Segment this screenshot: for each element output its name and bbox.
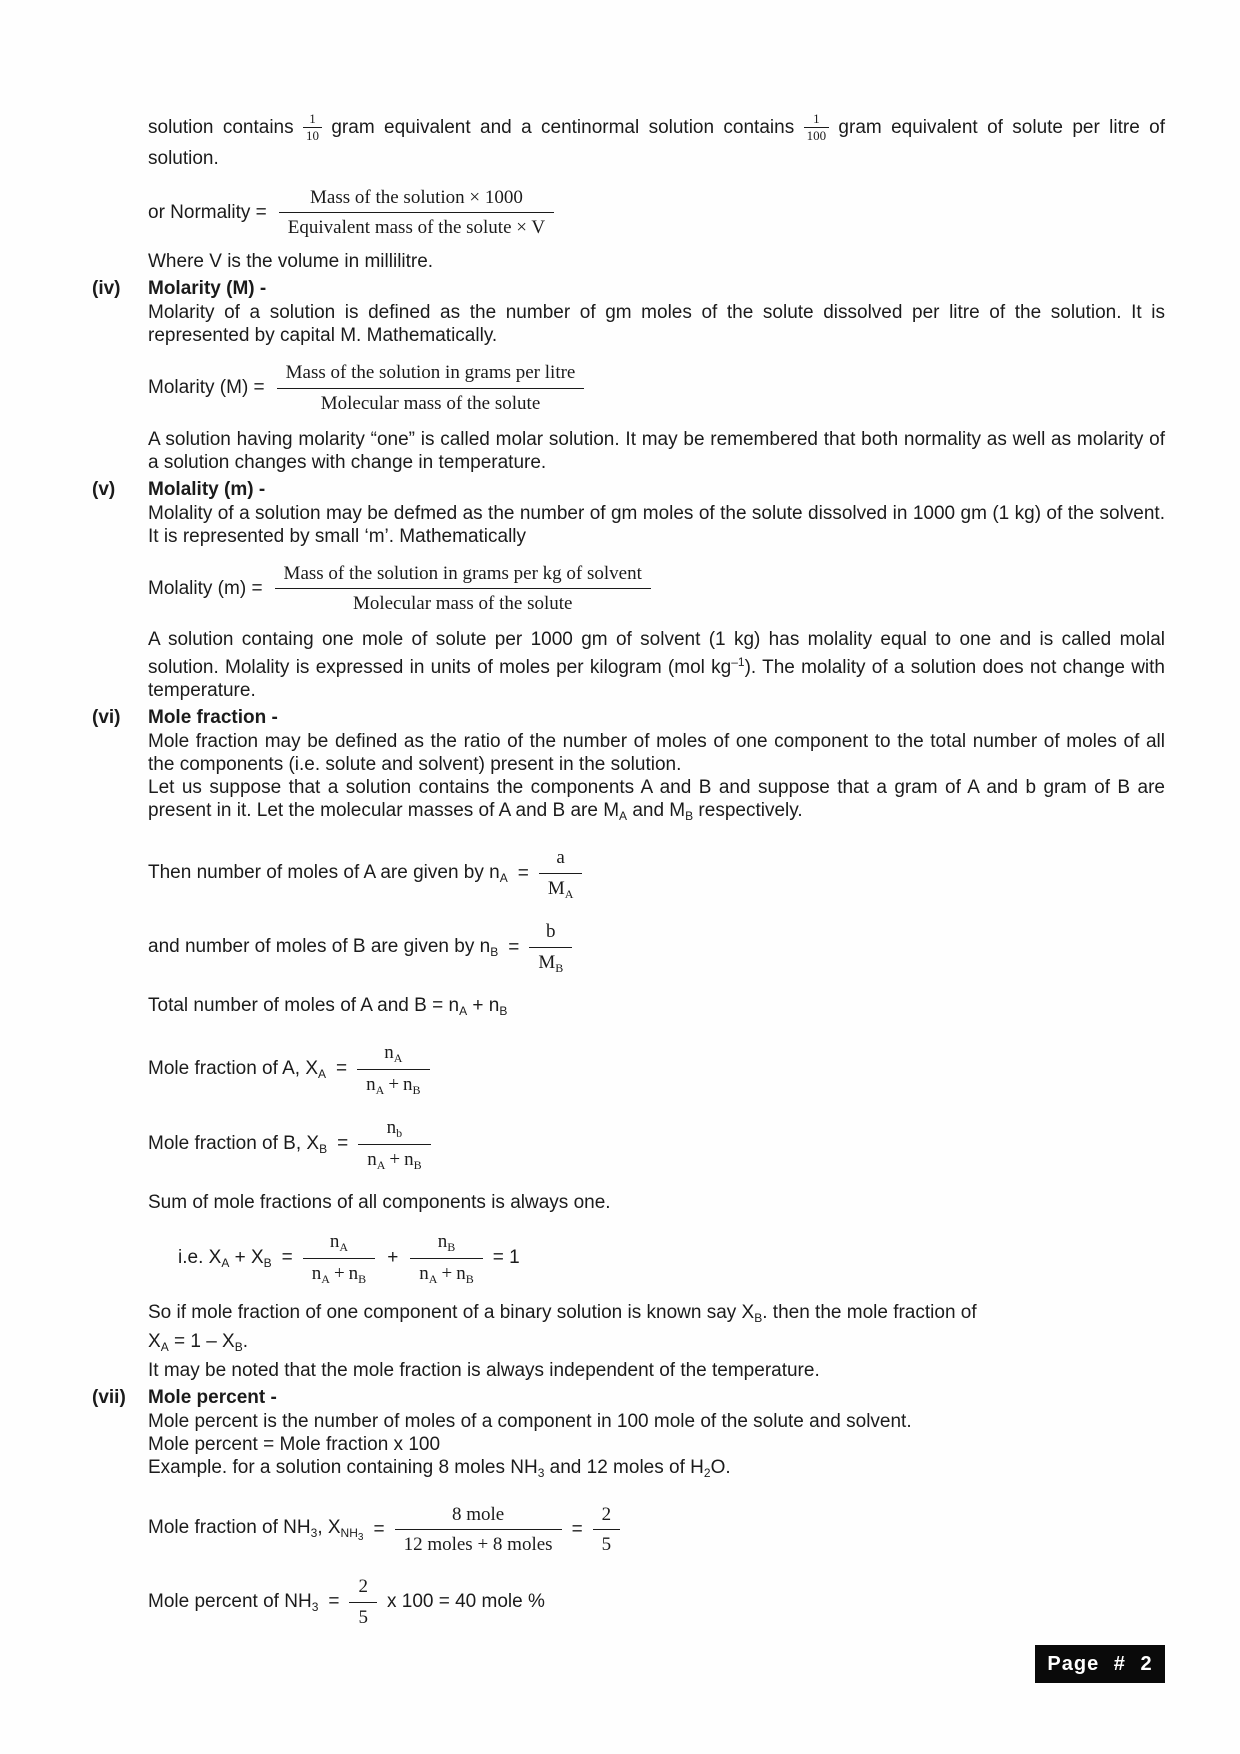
subscript-B: B xyxy=(685,809,694,824)
mole-percent-example: Example. for a solution containing 8 moles $NH_3$ and 12 moles of $H_2O$. xyxy=(148,1456,731,1480)
normality-formula-label: or Normality = xyxy=(148,201,267,223)
section-marker-iv: (iv) xyxy=(92,278,121,300)
subscript-A: A xyxy=(160,1339,169,1354)
sum-equation: i.e. $X_A + X_B$ = $\frac{n_A}{n_A + n_B}$ + $\frac{n_B}{n_A + n_B}$ = 1 xyxy=(178,1230,520,1286)
subscript-A: A xyxy=(318,1066,327,1081)
molality-formula xyxy=(148,562,1165,617)
equals-one: = 1 xyxy=(492,1247,520,1269)
equals-sign: = xyxy=(571,1518,583,1540)
section-marker-vi: (vi) xyxy=(92,707,121,729)
nb-over-total-fraction: $\frac{n_B}{n_A + n_B}$ xyxy=(410,1230,482,1287)
molality-fraction: Mass of the solution in grams per kg of solvent Molecular mass of the solute xyxy=(275,562,651,617)
mole-fraction-a-formula: Mole fraction of A, $X_A$ = $\frac{n_A}{n_A + n_B}$ xyxy=(148,1041,1165,1098)
mole-percent-definition: Mole percent is the number of moles of a component in 100 mole of the solute and solvent. xyxy=(148,1410,912,1432)
moles-of-a-formula: Then number of moles of A are given by $n_A$ = $\frac{a}{M_A}$ xyxy=(148,846,1165,902)
section-heading-molality xyxy=(92,478,1165,501)
equals-sign: = xyxy=(281,1247,293,1269)
two-fifths-fraction: $\frac{2}{5}$ xyxy=(349,1575,377,1630)
temperature-independence-note: It may be noted that the mole fraction is always independent of the temperature. xyxy=(148,1359,820,1381)
na-over-total-fraction: $\frac{n_A}{n_A + n_B}$ xyxy=(303,1230,375,1287)
normality-formula xyxy=(148,186,1165,241)
molal-solution-note: A solution containg one mole of solute per 1000 gm of solvent (1 kg) has molality equal to one and is called molal solution. Molality is expressed in units of moles per kilogram (mol $kg^{-1}$). The molality of a solution does not change with temperature. xyxy=(148,629,1165,702)
subscript-B: B xyxy=(234,1339,243,1354)
molarity-formula xyxy=(148,361,1165,416)
intro-text-2: gram equivalent and a centinormal solution contains xyxy=(322,116,804,138)
intro-text-1: solution contains xyxy=(148,116,303,138)
sum-of-fractions-note: Sum of mole fractions of all components is always one. xyxy=(148,1191,611,1213)
subscript-A: A xyxy=(499,871,508,886)
total-moles-line: Total number of moles of A and $B = n_A + n_B$ xyxy=(148,994,508,1018)
fraction-one-hundredth: $\frac{1}{100}$ xyxy=(804,112,830,144)
section-title-mole-percent: Mole percent - xyxy=(148,1386,277,1408)
binary-solution-note-line1: So if mole fraction of one component of a binary solution is known say $X_B$. then the mole fraction of xyxy=(148,1301,977,1325)
molality-definition: Molality of a solution may be defmed as the number of gm moles of the solute dissolved in 1000 gm (1 kg) of the solvent. It is represented by small ‘m’. Mathematically xyxy=(148,502,1165,547)
molar-solution-note: A solution having molarity “one” is called molar solution. It may be remembered that both normality as well as molarity of a solution changes with change in temperature. xyxy=(148,428,1165,473)
subscript-A: A xyxy=(564,886,574,901)
equals-sign: = xyxy=(517,862,529,884)
equals-sign: = xyxy=(336,1058,348,1080)
subscript-A: A xyxy=(619,809,628,824)
na-over-total-fraction: $\frac{n_A}{n_A + n_B}$ xyxy=(357,1041,429,1098)
normality-fraction: Mass of the solution × 1000 Equivalent mass of the solute × V xyxy=(279,186,554,241)
subscript-B: B xyxy=(490,945,499,960)
subscript-A: A xyxy=(459,1003,468,1018)
mole-percent-formula-text: Mole percent = Mole fraction x 100 xyxy=(148,1433,441,1455)
nb-over-total-fraction: $\frac{n_b}{n_A + n_B}$ xyxy=(358,1116,430,1173)
section-marker-vii: (vii) xyxy=(92,1386,126,1408)
molarity-fraction: Mass of the solution in grams per litre Molecular mass of the solute xyxy=(277,361,585,416)
binary-solution-note-line2: $X_A = 1 - X_B$. xyxy=(148,1330,249,1354)
plus-sign: + xyxy=(387,1247,399,1269)
molality-formula-label: Molality (m) = xyxy=(148,577,263,599)
intro-text-3: gram equivalent of solute per litre of solution. xyxy=(148,116,1165,169)
section-title-molality: Molality (m) - xyxy=(148,478,266,500)
molarity-formula-label: Molarity (M) = xyxy=(148,377,265,399)
section-heading-mole-fraction xyxy=(92,706,1165,729)
section-marker-v: (v) xyxy=(92,478,116,500)
subscript-B: B xyxy=(754,1310,763,1325)
moles-of-b-formula: and number of moles of B are given by $n_B$ = $\frac{b}{M_B}$ xyxy=(148,920,1165,976)
mole-fraction-b-formula: Mole fraction of B, $X_B$ = $\frac{n_b}{n_A + n_B}$ xyxy=(148,1116,1165,1173)
page-number-badge: Page # 2 xyxy=(1035,1645,1165,1683)
superscript-minus-one: –1 xyxy=(731,655,745,670)
a-over-ma-fraction: $\frac{a}{M_A}$ xyxy=(539,846,583,902)
nh3-mole-fraction-formula: Mole fraction of $NH_3$, $X_{NH_3}$ = 8 mole 12 moles + 8 moles = $\frac{2}{5}$ xyxy=(148,1503,1165,1558)
fraction-one-tenth: $\frac{1}{10}$ xyxy=(303,112,322,144)
nh3-moles-fraction: 8 mole 12 moles + 8 moles xyxy=(395,1503,562,1558)
document-content xyxy=(92,111,1165,1648)
equals-sign: = xyxy=(508,936,520,958)
subscript-2: 2 xyxy=(703,1465,711,1480)
section-title-mole-fraction: Mole fraction - xyxy=(148,707,278,729)
nh3-mole-percent-formula: Mole percent of $NH_3$ = $\frac{2}{5}$ x 100 = 40 mole % xyxy=(148,1576,545,1628)
subscript-3: 3 xyxy=(537,1465,545,1480)
equals-sign: = xyxy=(337,1133,349,1155)
subscript-B: B xyxy=(555,960,564,975)
intro-paragraph xyxy=(148,112,1165,174)
subscript-B: B xyxy=(319,1141,328,1156)
percent-result-text: x 100 = 40 mole % xyxy=(386,1591,545,1613)
equals-sign: = xyxy=(328,1591,340,1613)
mole-fraction-definition: Mole fraction may be defined as the ratio of the number of moles of one component to the total number of moles of all the components (i.e. solute and solvent) present in the solution. xyxy=(148,731,1165,776)
b-over-mb-fraction: $\frac{b}{M_B}$ xyxy=(529,920,572,976)
two-fifths-fraction: $\frac{2}{5}$ xyxy=(593,1503,621,1558)
section-title-molarity: Molarity (M) - xyxy=(148,278,267,300)
mole-fraction-setup: Let us suppose that a solution contains the components A and B and suppose that a gram of A and b gram of B are present in it. Let the molecular masses of A and B are $M_A$ and $M_B$ respectively. xyxy=(148,777,1165,824)
molarity-definition: Molarity of a solution is defined as the number of gm moles of the solute dissolved per litre of the solution. It is represented by capital M. Mathematically. xyxy=(148,302,1165,347)
volume-note: Where V is the volume in millilitre. xyxy=(148,251,434,273)
equals-sign: = xyxy=(373,1518,385,1540)
section-heading-molarity xyxy=(92,277,1165,300)
subscript-B: B xyxy=(499,1003,508,1018)
section-heading-mole-percent xyxy=(92,1386,1165,1409)
